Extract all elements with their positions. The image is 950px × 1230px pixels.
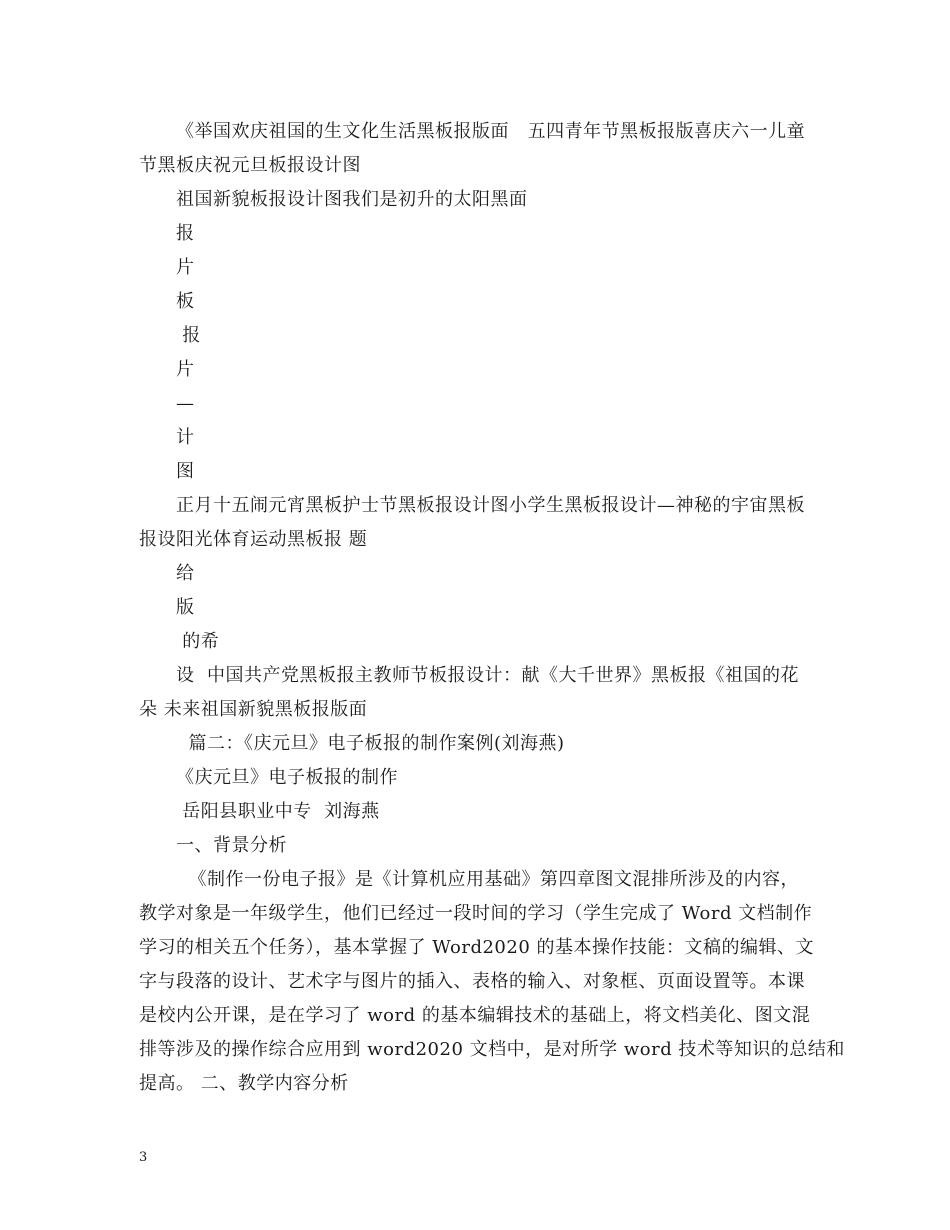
text-line: 排等涉及的操作综合应用到 word2020 文档中，是对所学 word 技术等知识的总结和 (139, 1039, 845, 1060)
article-title: 《庆元旦》电子板报的制作 (176, 767, 398, 788)
text-line: 字与段落的设计、艺术字与图片的插入、表格的输入、对象框、页面设置等。本课 (139, 971, 805, 992)
text-line: 《制作一份电子报》是《计算机应用基础》第四章图文混排所涉及的内容， (176, 869, 799, 890)
text-line: 图 (176, 461, 195, 482)
text-line: 学习的相关五个任务），基本掌握了 Word2020 的基本操作技能：文稿的编辑、文 (139, 937, 814, 958)
text-line: 板 (176, 291, 195, 312)
section-heading: 篇二：《庆元旦》电子板报的制作案例(刘海燕) (176, 733, 565, 754)
text-line: 节黑板庆祝元旦板报设计图 (139, 155, 361, 176)
text-line: 计 (176, 427, 195, 448)
text-line: 是校内公开课，是在学习了 word 的基本编辑技术的基础上，将文档美化、图文混 (139, 1005, 811, 1026)
text-line: 给 (176, 563, 195, 584)
text-line: 设 中国共产党黑板报主教师节板报设计：献《大千世界》黑板报《祖国的花 (176, 665, 799, 686)
text-line: 报 (176, 325, 201, 346)
text-line: 片 (176, 359, 195, 380)
text-line: 教学对象是一年级学生，他们已经过一段时间的学习（学生完成了 Word 文档制作 (139, 903, 813, 924)
text-line: 祖国新貌板报设计图我们是初升的太阳黑面 (176, 189, 528, 210)
text-line: 的希 (176, 631, 220, 652)
text-line: 报设阳光体育运动黑板报 题 (139, 529, 368, 550)
page-number: 3 (139, 1150, 148, 1165)
text-line: 提高。 二、教学内容分析 (139, 1073, 349, 1094)
text-line: 报 (176, 223, 195, 244)
text-line: 版 (176, 597, 195, 618)
author-line: 岳阳县职业中专 刘海燕 (176, 801, 380, 822)
text-line: 《举国欢庆祖国的生文化生活黑板报版面 五四青年节黑板报版喜庆六一儿童 (176, 121, 806, 142)
subsection-heading: 一、背景分析 (176, 835, 287, 856)
text-line: 片 (176, 257, 195, 278)
text-line: 正月十五闹元宵黑板护士节黑板报设计图小学生黑板报设计—神秘的宇宙黑板 (176, 495, 805, 516)
text-line: 朵 未来祖国新貌黑板报版面 (139, 699, 368, 720)
text-line: — (176, 393, 195, 414)
